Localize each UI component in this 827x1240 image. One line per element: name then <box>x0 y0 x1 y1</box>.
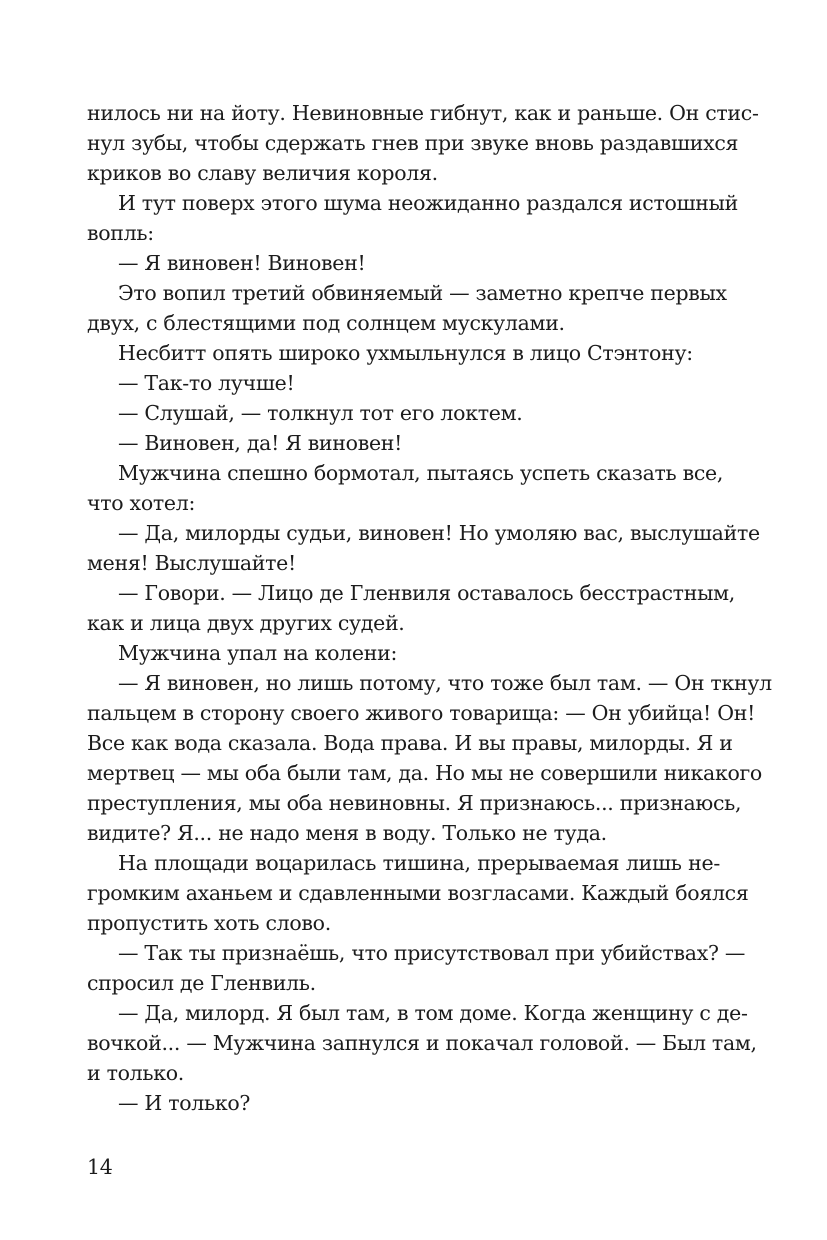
text-line: Мужчина спешно бормотал, пытаясь успеть сказать все, <box>118 461 724 485</box>
text-line: преступления, мы оба невиновны. Я признаюсь... признаюсь, <box>87 791 742 815</box>
text-line: — И только? <box>118 1091 251 1115</box>
text-line: громким аханьем и сдавленными возгласами. Каждый боялся <box>87 881 749 905</box>
text-line: нул зубы, чтобы сдержать гнев при звуке вновь раздавшихся <box>87 131 739 155</box>
text-line: — Я виновен, но лишь потому, что тоже был там. — Он ткнул <box>118 671 772 695</box>
text-line: — Я виновен! Виновен! <box>118 251 366 275</box>
text-line: как и лица двух других судей. <box>87 611 405 635</box>
text-line: Все как вода сказала. Вода права. И вы правы, милорды. Я и <box>87 731 733 755</box>
text-line: Мужчина упал на колени: <box>118 641 398 665</box>
page-number: 14 <box>87 1155 113 1179</box>
text-line: Несбитт опять широко ухмыльнулся в лицо Стэнтону: <box>118 341 693 365</box>
text-line: меня! Выслушайте! <box>87 551 296 575</box>
text-line: — Говори. — Лицо де Гленвиля оставалось бесстрастным, <box>118 581 735 605</box>
text-line: нилось ни на йоту. Невиновные гибнут, как и раньше. Он стис- <box>87 101 759 125</box>
text-line: вочкой... — Мужчина запнулся и покачал головой. — Был там, <box>87 1031 757 1055</box>
text-line: — Да, милорды судьи, виновен! Но умоляю вас, выслушайте <box>118 521 760 545</box>
text-line: мертвец — мы оба были там, да. Но мы не совершили никакого <box>87 761 762 785</box>
page-text <box>87 98 772 1118</box>
text-line: вопль: <box>87 221 154 245</box>
text-line: спросил де Гленвиль. <box>87 971 316 995</box>
text-line: Это вопил третий обвиняемый — заметно крепче первых <box>118 281 727 305</box>
text-line: На площади воцарилась тишина, прерываемая лишь не- <box>118 851 720 875</box>
text-line: что хотел: <box>87 491 196 515</box>
text-line: И тут поверх этого шума неожиданно раздался истошный <box>118 191 739 215</box>
text-line: пропустить хоть слово. <box>87 911 331 935</box>
text-line: — Виновен, да! Я виновен! <box>118 431 403 455</box>
text-line: — Так ты признаёшь, что присутствовал при убийствах? — <box>118 941 746 965</box>
text-line: и только. <box>87 1061 185 1085</box>
text-line: двух, с блестящими под солнцем мускулами. <box>87 311 565 335</box>
text-line: — Слушай, — толкнул тот его локтем. <box>118 401 523 425</box>
text-line: — Да, милорд. Я был там, в том доме. Когда женщину с де- <box>118 1001 748 1025</box>
text-line: криков во славу величия короля. <box>87 161 438 185</box>
text-line: — Так-то лучше! <box>118 371 295 395</box>
text-line: видите? Я... не надо меня в воду. Только не туда. <box>87 821 607 845</box>
text-line: пальцем в сторону своего живого товарища: — Он убийца! Он! <box>87 701 756 725</box>
